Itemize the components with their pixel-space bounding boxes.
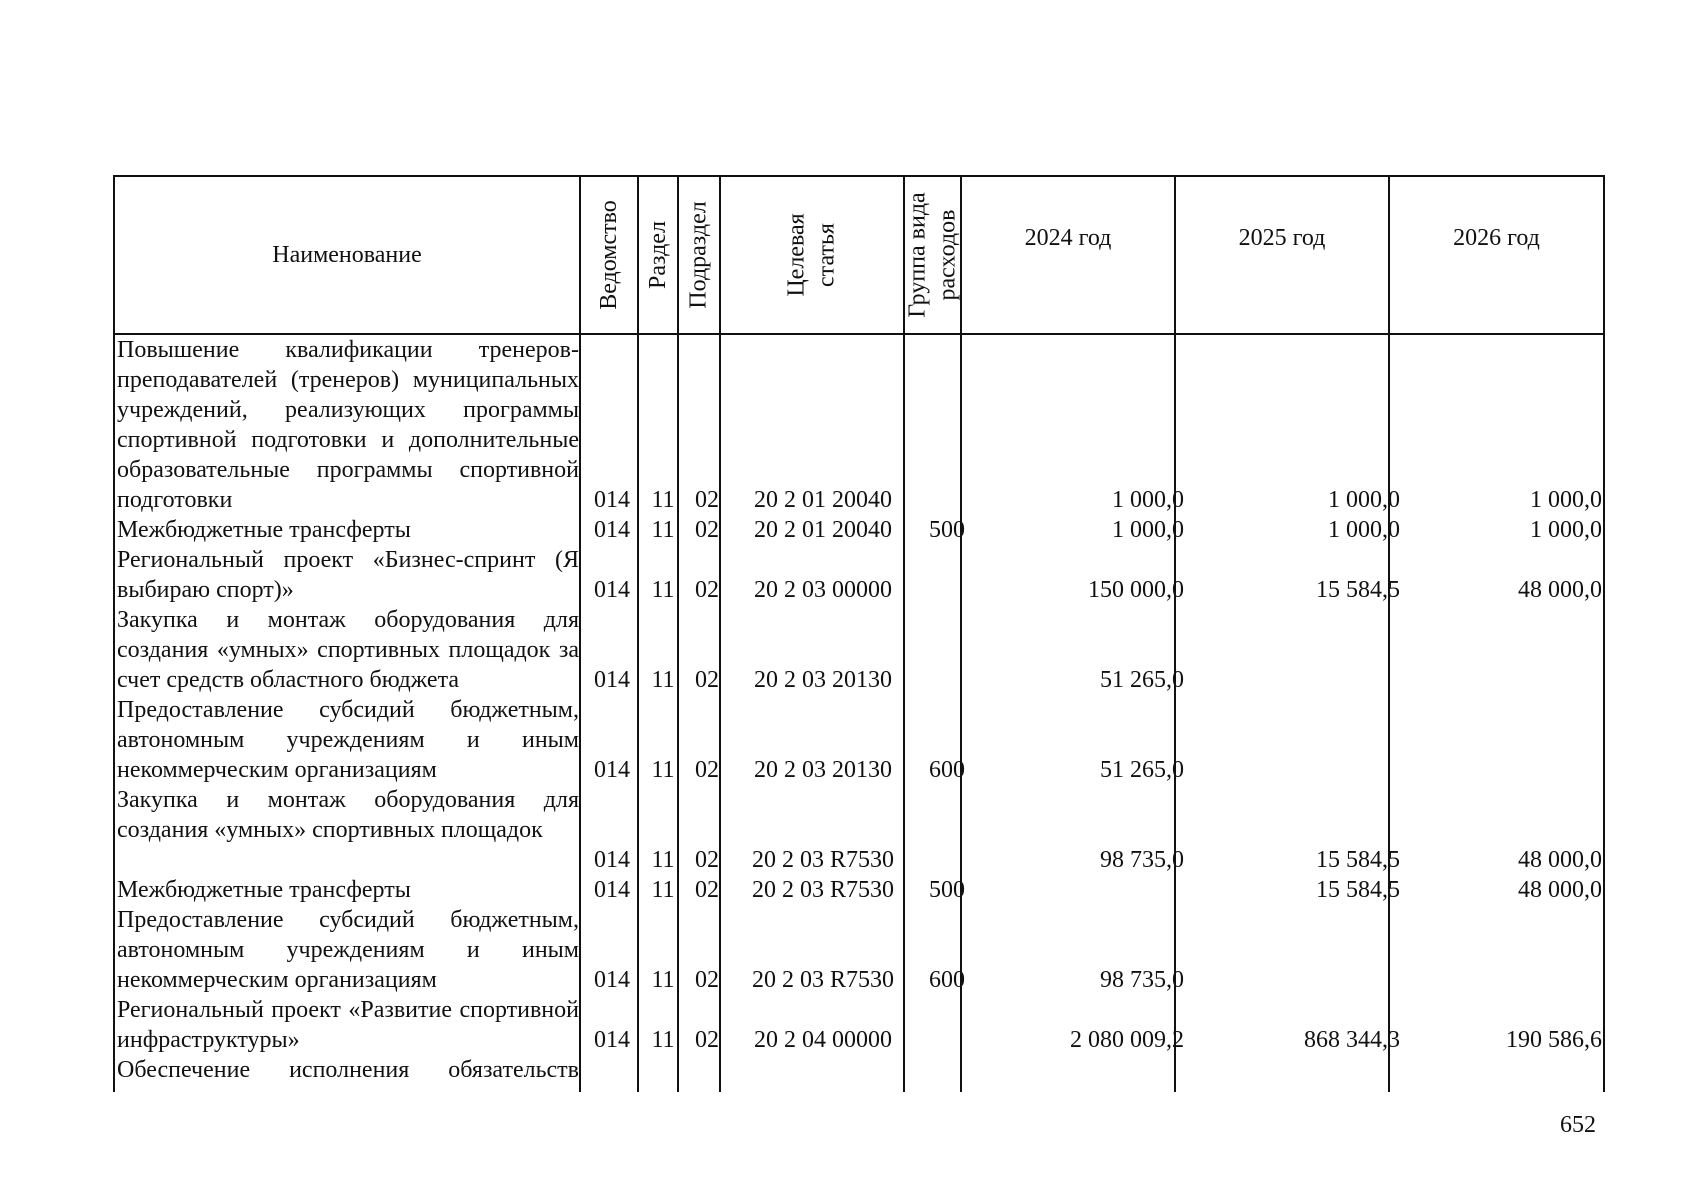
row-vedomstvo: 014: [594, 517, 630, 543]
page-number: 652: [1560, 1112, 1596, 1138]
row-celevaya-statya: 20 2 01 20040: [754, 487, 892, 513]
row-name: Закупка и монтаж оборудования для создания «умных» спортивных площадок: [117, 787, 579, 843]
row-2024: 51 265,0: [1100, 667, 1184, 693]
row-2024: 51 265,0: [1100, 757, 1184, 783]
row-2026: 190 586,6: [1506, 1027, 1602, 1053]
row-2025: 868 344,3: [1304, 1027, 1400, 1053]
header-vedomstvo: [581, 175, 637, 335]
row-2024: 98 735,0: [1100, 847, 1184, 873]
row-celevaya-statya: 20 2 03 R7530: [751, 847, 894, 873]
header-2024-text: 2024 год: [1024, 225, 1112, 251]
header-razdel-text: Раздел: [645, 221, 672, 289]
row-2025: 1 000,0: [1328, 517, 1400, 543]
row-celevaya-statya: 20 2 04 00000: [754, 1027, 892, 1053]
header-gruppa-line2: расходов: [934, 209, 961, 301]
header-podrazdel-text: Подраздел: [686, 201, 713, 309]
header-gruppa-line1: Группа вида: [904, 192, 931, 318]
header-gruppa-vida-text: [903, 192, 963, 317]
row-name: Обеспечение исполнения обязательств: [117, 1057, 579, 1083]
table-row: [113, 515, 1605, 545]
row-podrazdel: 02: [695, 1027, 719, 1053]
row-podrazdel: 02: [695, 487, 719, 513]
row-razdel: 11: [651, 877, 675, 903]
table-row: [113, 605, 1605, 695]
header-2025: [1176, 175, 1388, 335]
header-2025-text: 2025 год: [1238, 225, 1326, 251]
row-razdel: 11: [651, 757, 675, 783]
row-podrazdel: 02: [695, 517, 719, 543]
row-2024: 150 000,0: [1088, 577, 1184, 603]
row-name: Предоставление субсидий бюджетным, автономным учреждениям и иным некоммерческим организациям: [117, 907, 579, 993]
row-2026: 48 000,0: [1518, 877, 1602, 903]
header-gruppa-vida: [905, 175, 960, 335]
row-2024: 98 735,0: [1100, 967, 1184, 993]
row-razdel: 11: [651, 967, 675, 993]
header-name-text: Наименование: [272, 241, 422, 268]
row-vedomstvo: 014: [594, 1027, 630, 1053]
row-2026: 48 000,0: [1518, 577, 1602, 603]
header-2026-text: 2026 год: [1453, 225, 1540, 251]
row-celevaya-statya: 20 2 03 R7530: [751, 877, 894, 903]
table-row: [113, 785, 1605, 875]
row-gruppa-vida: 500: [929, 877, 965, 903]
row-2026: 1 000,0: [1530, 487, 1602, 513]
header-celevaya-line1: Целевая: [783, 213, 810, 297]
row-celevaya-statya: 20 2 03 00000: [754, 577, 892, 603]
row-2024: 1 000,0: [1112, 487, 1184, 513]
table-row: [113, 1055, 1605, 1085]
header-2026: [1390, 175, 1603, 335]
table-body: [113, 335, 1605, 1085]
row-podrazdel: 02: [695, 757, 719, 783]
row-vedomstvo: 014: [594, 967, 630, 993]
row-name: Закупка и монтаж оборудования для создания «умных» спортивных площадок за счет средств областного бюджета: [117, 607, 579, 693]
row-razdel: 11: [651, 1027, 675, 1053]
row-razdel: 11: [651, 577, 675, 603]
row-celevaya-statya: 20 2 03 R7530: [751, 967, 894, 993]
header-vedomstvo-text: Ведомство: [596, 200, 622, 310]
header-celevaya-statya: [721, 175, 903, 335]
header-celevaya-line2: статья: [813, 223, 840, 287]
row-podrazdel: 02: [695, 877, 719, 903]
row-name: Предоставление субсидий бюджетным, автономным учреждениям и иным некоммерческим организациям: [117, 697, 579, 783]
row-gruppa-vida: 600: [929, 757, 965, 783]
row-vedomstvo: 014: [594, 757, 630, 783]
table-row: [113, 875, 1605, 905]
row-vedomstvo: 014: [594, 667, 630, 693]
row-vedomstvo: 014: [594, 487, 630, 513]
header-2024: [962, 175, 1174, 335]
table-row: [113, 995, 1605, 1055]
row-podrazdel: 02: [695, 667, 719, 693]
row-celevaya-statya: 20 2 03 20130: [754, 667, 892, 693]
row-celevaya-statya: 20 2 03 20130: [754, 757, 892, 783]
row-celevaya-statya: 20 2 01 20040: [754, 517, 892, 543]
row-name: Межбюджетные трансферты: [117, 517, 411, 543]
table-row: [113, 545, 1605, 605]
row-2025: 15 584,5: [1316, 577, 1400, 603]
row-vedomstvo: 014: [594, 577, 630, 603]
row-razdel: 11: [651, 847, 675, 873]
row-razdel: 11: [651, 487, 675, 513]
row-2024: 1 000,0: [1112, 517, 1184, 543]
row-name: Межбюджетные трансферты: [117, 877, 411, 903]
row-2025: 15 584,5: [1316, 877, 1400, 903]
header-name: [115, 175, 579, 335]
row-razdel: 11: [651, 667, 675, 693]
row-podrazdel: 02: [695, 577, 719, 603]
row-gruppa-vida: 500: [929, 517, 965, 543]
row-name: Региональный проект «Бизнес-спринт (Я выбираю спорт)»: [117, 547, 579, 603]
table-row: [113, 695, 1605, 785]
row-podrazdel: 02: [695, 847, 719, 873]
row-vedomstvo: 014: [594, 847, 630, 873]
row-2026: 1 000,0: [1530, 517, 1602, 543]
row-vedomstvo: 014: [594, 877, 630, 903]
row-2025: 15 584,5: [1316, 847, 1400, 873]
table-row: [113, 335, 1605, 515]
header-podrazdel: [679, 175, 719, 335]
row-podrazdel: 02: [695, 967, 719, 993]
header-razdel: [639, 175, 677, 335]
row-2025: 1 000,0: [1328, 487, 1400, 513]
row-gruppa-vida: 600: [929, 967, 965, 993]
row-2026: 48 000,0: [1518, 847, 1602, 873]
row-2024: 2 080 009,2: [1070, 1027, 1184, 1053]
table-row: [113, 905, 1605, 995]
header-celevaya-statya-text: [782, 213, 842, 296]
row-razdel: 11: [651, 517, 675, 543]
row-name: Повышение квалификации тренеров-преподавателей (тренеров) муниципальных учреждений, реализующих программы спортивной подготовки и дополнительные образовательные программы спортивной подготовки: [117, 337, 579, 513]
row-name: Региональный проект «Развитие спортивной инфраструктуры»: [117, 997, 579, 1053]
